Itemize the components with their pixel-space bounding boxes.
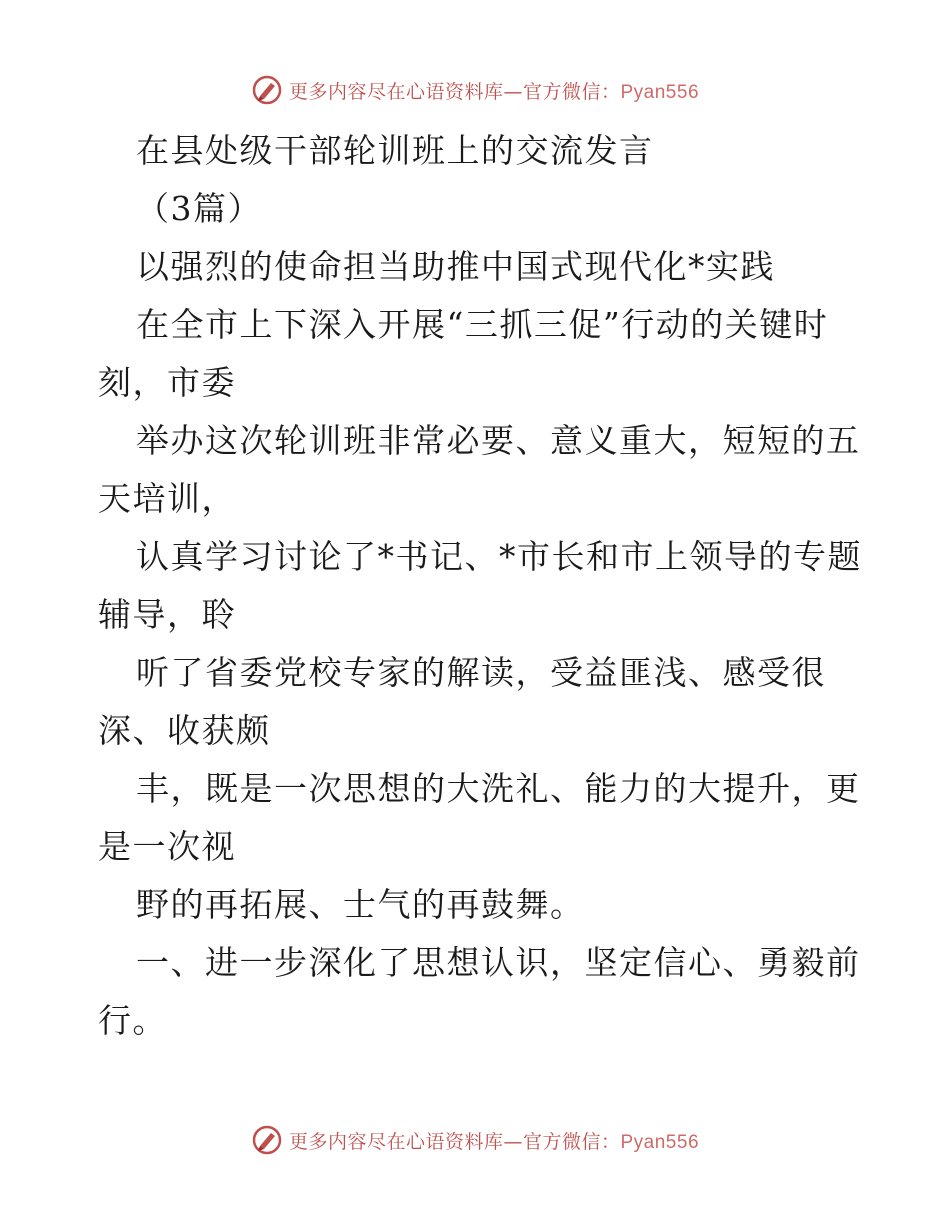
text-line: 刻，市委 bbox=[98, 363, 236, 402]
text-line: 举办这次轮训班非常必要、意义重大，短短的五 bbox=[136, 421, 861, 460]
text-line: 一、进一步深化了思想认识，坚定信心、勇毅前 bbox=[136, 943, 861, 982]
text-line: 在县处级干部轮训班上的交流发言 bbox=[136, 131, 654, 170]
pen-logo-icon bbox=[251, 1124, 283, 1156]
text-line: （3篇） bbox=[136, 189, 262, 228]
text-line: 行。 bbox=[98, 1001, 167, 1040]
pen-logo-icon bbox=[251, 74, 283, 106]
text-line: 辅导，聆 bbox=[98, 595, 236, 634]
text-line: 认真学习讨论了*书记、*市长和市上领导的专题 bbox=[136, 537, 862, 576]
text-line: 在全市上下深入开展“三抓三促”行动的关键时 bbox=[136, 305, 829, 344]
watermark-handle: Pyan556 bbox=[620, 1131, 700, 1153]
text-line: 以强烈的使命担当助推中国式现代化*实践 bbox=[136, 247, 775, 286]
watermark-text bbox=[289, 1127, 699, 1154]
text-line: 听了省委党校专家的解读，受益匪浅、感受很 bbox=[136, 653, 826, 692]
header-watermark bbox=[0, 70, 950, 110]
text-line: 是一次视 bbox=[98, 827, 236, 866]
footer-watermark bbox=[0, 1120, 950, 1160]
watermark-handle: Pyan556 bbox=[620, 81, 700, 103]
watermark-label: 更多内容尽在心语资料库—官方微信： bbox=[288, 80, 621, 103]
watermark-text bbox=[289, 77, 699, 104]
document-body bbox=[98, 122, 862, 1050]
text-line: 野的再拓展、士气的再鼓舞。 bbox=[136, 885, 585, 924]
watermark-label: 更多内容尽在心语资料库—官方微信： bbox=[288, 1130, 621, 1153]
text-line: 天培训， bbox=[98, 479, 236, 518]
text-line: 深、收获颇 bbox=[98, 711, 271, 750]
text-line: 丰，既是一次思想的大洗礼、能力的大提升，更 bbox=[136, 769, 861, 808]
